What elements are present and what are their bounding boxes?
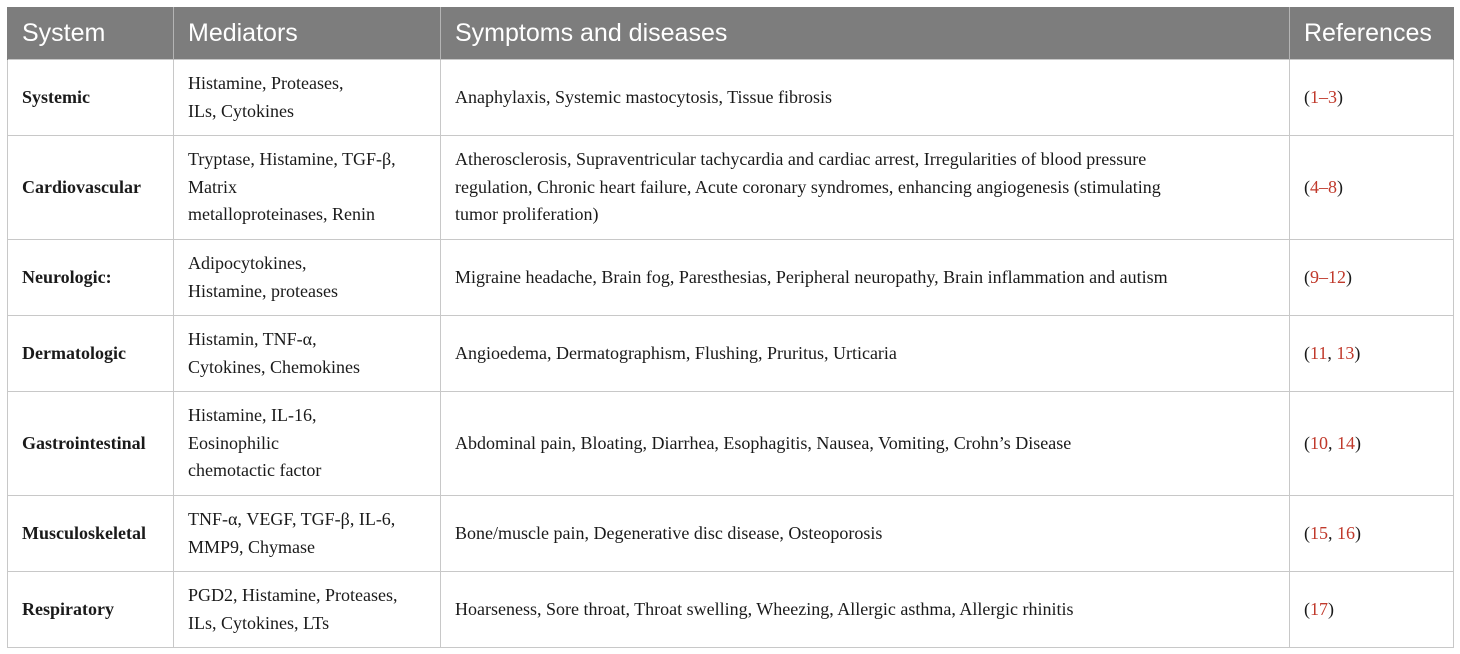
references-cell <box>1290 240 1454 316</box>
reference-open-paren: ( <box>1304 86 1310 107</box>
mediators-cell <box>174 316 441 392</box>
mediators-cell <box>174 240 441 316</box>
header-symptoms: Symptoms and diseases <box>441 7 1290 60</box>
reference-link[interactable]: 16 <box>1337 522 1355 543</box>
reference-link[interactable]: 15 <box>1310 522 1328 543</box>
symptoms-line: Anaphylaxis, Systemic mastocytosis, Tissue fibrosis <box>455 86 833 107</box>
table-row <box>8 316 1454 392</box>
mediators-line: PGD2, Histamine, Proteases, <box>188 585 398 605</box>
symptoms-cell <box>441 136 1290 240</box>
reference-link[interactable]: 1–3 <box>1310 86 1337 107</box>
mediators-line: Cytokines, Chemokines <box>188 356 360 377</box>
symptoms-cell <box>441 316 1290 392</box>
mediators-line: TNF-α, VEGF, TGF-β, IL-6, <box>188 509 396 529</box>
table-row <box>8 572 1454 648</box>
header-references: References <box>1290 7 1454 60</box>
reference-link[interactable]: 14 <box>1337 432 1355 453</box>
references-cell <box>1290 572 1454 648</box>
symptoms-line: Atherosclerosis, Supraventricular tachycardia and cardiac arrest, Irregularities of blood pressure <box>455 149 1147 170</box>
mediators-cell <box>174 392 441 496</box>
mediators-line: Matrix <box>188 176 237 197</box>
reference-close-paren: ) <box>1328 598 1334 619</box>
system-cell: Neurologic: <box>8 240 174 316</box>
reference-separator: , <box>1328 522 1337 543</box>
reference-open-paren: ( <box>1304 266 1310 287</box>
reference-close-paren: ) <box>1346 266 1352 287</box>
reference-open-paren: ( <box>1304 432 1310 453</box>
mediators-line: Histamine, Proteases, <box>188 73 344 93</box>
table-row <box>8 496 1454 572</box>
references-cell <box>1290 316 1454 392</box>
symptoms-line: Migraine headache, Brain fog, Paresthesias, Peripheral neuropathy, Brain inflammation and autism <box>455 266 1168 287</box>
symptoms-cell <box>441 496 1290 572</box>
references-cell <box>1290 392 1454 496</box>
reference-link[interactable]: 11 <box>1310 342 1328 363</box>
references-cell <box>1290 136 1454 240</box>
reference-separator: , <box>1327 342 1337 363</box>
reference-close-paren: ) <box>1354 342 1361 363</box>
reference-close-paren: ) <box>1337 86 1343 107</box>
reference-open-paren: ( <box>1304 342 1310 363</box>
references-cell <box>1290 60 1454 136</box>
mediators-line: Histamine, proteases <box>188 280 338 301</box>
mediators-cell <box>174 60 441 136</box>
table-body <box>8 60 1454 648</box>
system-cell: Respiratory <box>8 572 174 648</box>
reference-link[interactable]: 17 <box>1310 598 1328 619</box>
reference-separator: , <box>1328 432 1337 453</box>
mediators-line: Tryptase, Histamine, TGF-β, <box>188 149 396 170</box>
mediators-line: Histamin, TNF-α, <box>188 329 317 349</box>
system-cell: Dermatologic <box>8 316 174 392</box>
mast-cell-table-container <box>7 7 1453 648</box>
reference-link[interactable]: 13 <box>1336 342 1355 363</box>
mediators-cell <box>174 496 441 572</box>
mediators-line: MMP9, Chymase <box>188 536 316 557</box>
reference-open-paren: ( <box>1304 598 1310 619</box>
reference-close-paren: ) <box>1337 176 1343 197</box>
reference-link[interactable]: 9–12 <box>1310 266 1346 287</box>
table-row <box>8 240 1454 316</box>
symptoms-line: Bone/muscle pain, Degenerative disc disease, Osteoporosis <box>455 522 883 543</box>
mast-cell-mediators-table <box>7 7 1454 648</box>
header-system: System <box>8 7 174 60</box>
reference-open-paren: ( <box>1304 176 1310 197</box>
mediators-line: Adipocytokines, <box>188 253 307 273</box>
mediators-line: Eosinophilic <box>188 432 279 453</box>
mediators-cell <box>174 572 441 648</box>
header-row <box>8 7 1454 60</box>
mediators-line: metalloproteinases, Renin <box>188 204 375 225</box>
mediators-line: Histamine, IL-16, <box>188 405 317 426</box>
header-mediators: Mediators <box>174 7 441 60</box>
symptoms-cell <box>441 572 1290 648</box>
mediators-cell <box>174 136 441 240</box>
table-header <box>8 7 1454 60</box>
table-row <box>8 136 1454 240</box>
symptoms-line: tumor proliferation) <box>455 204 599 225</box>
reference-close-paren: ) <box>1355 522 1361 543</box>
reference-open-paren: ( <box>1304 522 1310 543</box>
symptoms-cell <box>441 392 1290 496</box>
system-cell: Musculoskeletal <box>8 496 174 572</box>
system-cell: Cardiovascular <box>8 136 174 240</box>
symptoms-cell <box>441 60 1290 136</box>
mediators-line: ILs, Cytokines, LTs <box>188 612 330 633</box>
reference-link[interactable]: 4–8 <box>1310 176 1337 197</box>
table-row <box>8 60 1454 136</box>
reference-link[interactable]: 10 <box>1310 432 1328 453</box>
system-cell: Systemic <box>8 60 174 136</box>
symptoms-line: Angioedema, Dermatographism, Flushing, Pruritus, Urticaria <box>455 342 897 363</box>
mediators-line: chemotactic factor <box>188 460 322 481</box>
table-row <box>8 392 1454 496</box>
symptoms-line: Hoarseness, Sore throat, Throat swelling, Wheezing, Allergic asthma, Allergic rhinitis <box>455 598 1074 619</box>
symptoms-line: regulation, Chronic heart failure, Acute coronary syndromes, enhancing angiogenesis (stimulating <box>455 176 1161 197</box>
system-cell: Gastrointestinal <box>8 392 174 496</box>
symptoms-line: Abdominal pain, Bloating, Diarrhea, Esophagitis, Nausea, Vomiting, Crohn’s Disease <box>455 432 1072 453</box>
reference-close-paren: ) <box>1355 432 1361 453</box>
symptoms-cell <box>441 240 1290 316</box>
mediators-line: ILs, Cytokines <box>188 100 294 121</box>
references-cell <box>1290 496 1454 572</box>
